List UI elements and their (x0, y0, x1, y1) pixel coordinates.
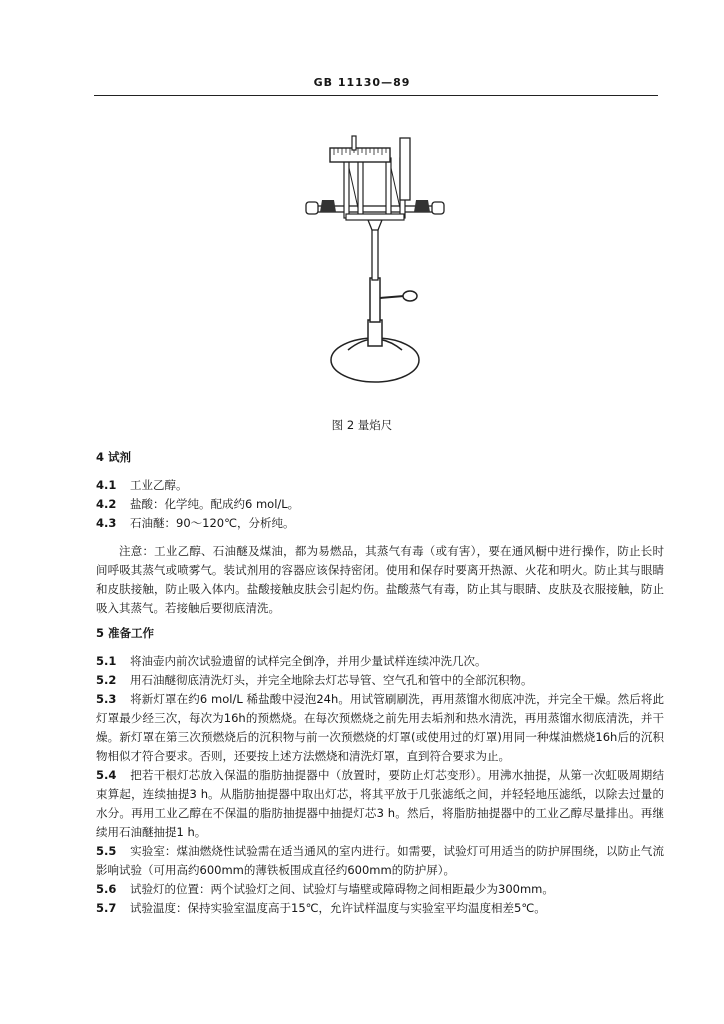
list-item (96, 652, 664, 671)
item-number: 5.6 (96, 882, 117, 896)
list-item (96, 880, 664, 899)
item-text: 将新灯罩在约6 mol/L 稀盐酸中浸泡24h。用试管刷刷洗，再用蒸馏水彻底冲洗，并完全干燥。然后将此灯罩最少经三次，每次为16h的预燃烧。在每次预燃烧之前先用去垢剂和热水清洗，再用蒸馏水彻底清洗，并干燥。新灯罩在第三次预燃烧后的沉积物与前一次预燃烧的灯罩(或使用过的灯罩)用同一种煤油燃烧16h后的沉积物相似才符合要求。否则，还要按上述方法燃烧和清洗灯罩，直到符合要求为止。 (96, 692, 664, 763)
item-text: 实验室：煤油燃烧性试验需在适当通风的室内进行。如需要，试验灯可用适当的防护屏围绕，以防止气流影响试验（可用高约600mm的薄铁板围成直径约600mm的防护屏）。 (96, 844, 664, 877)
item-text: 工业乙醇。 (130, 478, 188, 492)
item-text: 把若干根灯芯放入保温的脂肪抽提器中（放置时，要防止灯芯变形）。用沸水抽提，从第一次虹吸周期结束算起，连续抽提3 h。从脂肪抽提器中取出灯芯，将其平放于几张滤纸之间，并轻轻地压滤纸，以除去过量的水分。再用工业乙醇在不保温的脂肪抽提器中抽提灯芯3 h。然后，将脂肪抽提器中的工业乙醇尽量排出。再继续用石油醚抽提1 h。 (96, 768, 664, 839)
item-text: 试验温度：保持实验室温度高于15℃，允许试样温度与实验室平均温度相差5℃。 (130, 901, 546, 915)
section-4 (96, 448, 664, 618)
item-text: 用石油醚彻底清洗灯头，并完全地除去灯芯导管、空气孔和管中的全部沉积物。 (130, 673, 533, 687)
section-5 (96, 624, 664, 918)
item-number: 5.2 (96, 673, 117, 687)
section-5-heading: 5 准备工作 (96, 626, 155, 640)
item-number: 5.4 (96, 768, 117, 782)
list-item (96, 899, 664, 918)
safety-note: 注意：工业乙醇、石油醚及煤油，都为易燃品，其蒸气有毒（或有害），要在通风橱中进行操作，防止长时间呼吸其蒸气或喷雾气。装试剂用的容器应该保持密闭。使用和保存时要离开热源、火花和明火。防止其与眼睛和皮肤接触，防止吸入体内。盐酸接触皮肤会引起灼伤。盐酸蒸气有毒，防止其与眼睛、皮肤及衣服接触，防止吸入其蒸气。若接触后要彻底清洗。 (96, 544, 664, 615)
item-number: 4.2 (96, 497, 117, 511)
item-number: 5.5 (96, 844, 117, 858)
item-number: 5.3 (96, 692, 117, 706)
item-text: 将油壶内前次试验遗留的试样完全倒净，并用少量试样连续冲洗几次。 (130, 654, 487, 668)
item-text: 试验灯的位置：两个试验灯之间、试验灯与墙壁或障碍物之间相距最少为300mm。 (130, 882, 554, 896)
section-4-heading: 4 试剂 (96, 450, 132, 464)
item-number: 5.1 (96, 654, 117, 668)
list-item (96, 671, 664, 690)
item-number: 4.3 (96, 516, 117, 530)
list-item (96, 476, 664, 495)
list-item (96, 690, 664, 766)
item-number: 5.7 (96, 901, 117, 915)
standard-code-header: GB 11130—89 (313, 76, 411, 89)
figure-caption: 图 2 量焰尺 (331, 418, 393, 432)
list-item (96, 842, 664, 880)
item-text: 盐酸：化学纯。配成约6 mol/L。 (130, 497, 300, 511)
header-rule (94, 95, 658, 96)
flame-ruler-figure (300, 128, 450, 393)
list-item (96, 766, 664, 842)
list-item (96, 514, 664, 533)
list-item (96, 495, 664, 514)
item-number: 4.1 (96, 478, 117, 492)
item-text: 石油醚：90～120℃，分析纯。 (130, 516, 295, 530)
